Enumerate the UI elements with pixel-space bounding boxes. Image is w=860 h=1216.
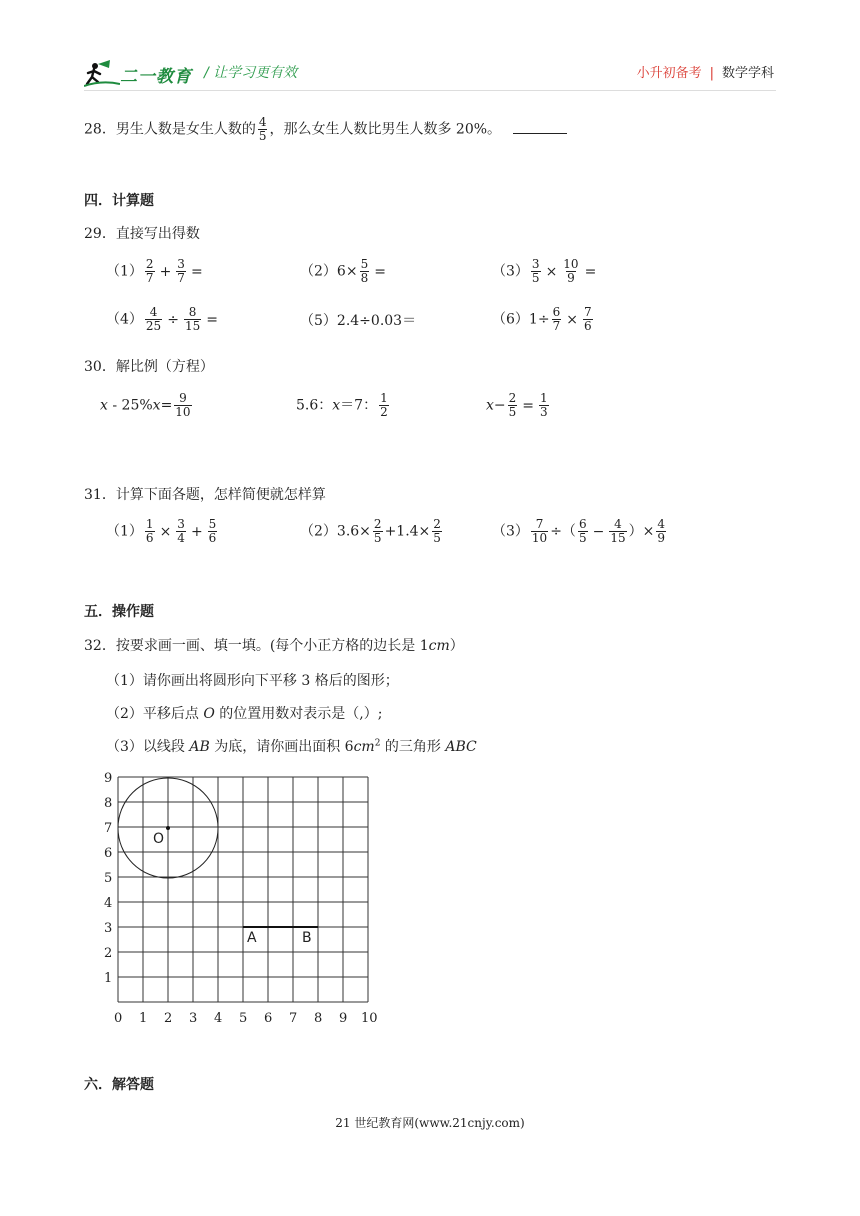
q30-title: 30．解比例（方程） — [84, 359, 214, 375]
coordinate-grid[interactable] — [96, 742, 386, 1032]
x-tick-label: 8 — [314, 1011, 323, 1026]
section-6-title: 六．解答题 — [84, 1077, 154, 1093]
q31-title: 31．计算下面各题，怎样简便就怎样算 — [84, 487, 326, 503]
q32-step-1: （1）请你画出将圆形向下平移 3 格后的图形； — [106, 673, 399, 689]
q29-item-3: （3） $\frac{3}{5}$ × $\frac{10}{9}$ = — [492, 257, 597, 285]
x-tick-label: 2 — [164, 1011, 173, 1026]
y-axis-ticks — [104, 771, 112, 986]
q32-step-2: （2）平移后点 O 的位置用数对表示是（,）; — [106, 706, 383, 722]
question-28 — [84, 116, 567, 143]
grid-lines — [118, 777, 368, 1002]
y-tick-label: 6 — [104, 846, 113, 861]
q32-title: 32．按要求画一画、填一填。(每个小正方格的边长是 1cm） — [84, 638, 464, 654]
header-right — [637, 62, 774, 81]
q31-item-1: （1） $\frac{1}{6}$ × $\frac{3}{4}$ + $\frac{5}{6}$ — [106, 517, 217, 545]
point-a-label: A — [247, 930, 257, 946]
section-4-title: 四．计算题 — [84, 193, 154, 209]
x-axis-ticks — [114, 1011, 378, 1026]
q29-item-4: （4） $\frac{4}{25}$ ÷ $\frac{8}{15}$ = — [106, 305, 218, 333]
q29-title: 29．直接写出得数 — [84, 226, 200, 242]
x-tick-label: 6 — [264, 1011, 273, 1026]
y-tick-label: 4 — [104, 896, 113, 911]
x-tick-label: 1 — [139, 1011, 148, 1026]
section-5-title: 五．操作题 — [84, 604, 154, 620]
center-label-o: O — [153, 831, 165, 847]
y-tick-label: 2 — [104, 946, 113, 961]
q30-equation-3: x− $\frac{2}{5}$ = $\frac{1}{3}$ — [486, 391, 548, 419]
q28-answer-blank[interactable] — [513, 119, 567, 134]
x-tick-label: 0 — [114, 1011, 123, 1026]
q32-step-3: （3）以线段 AB 为底，请你画出面积 $6cm^2$ 的三角形 ABC — [106, 738, 477, 755]
header-rule — [84, 90, 776, 91]
point-b-label: B — [302, 930, 312, 946]
header-exam-label: 小升初备考 — [636, 66, 702, 81]
y-tick-label: 7 — [104, 821, 113, 836]
x-tick-label: 7 — [289, 1011, 298, 1026]
y-tick-label: 8 — [104, 796, 113, 811]
q31-item-2: （2）3.6× $\frac{2}{5}$ +1.4× $\frac{2}{5}$ — [300, 517, 441, 545]
header-separator: | — [709, 66, 714, 81]
y-tick-label: 3 — [104, 921, 113, 936]
center-point-o — [166, 826, 170, 830]
y-tick-label: 1 — [104, 971, 113, 986]
page-footer: 21 世纪教育网(www.21cnjy.com) — [335, 1116, 525, 1130]
q30-equation-1: x - 25%x= $\frac{9}{10}$ — [100, 391, 191, 419]
q28-number: 28． — [84, 121, 116, 138]
q28-text-b: ，那么女生人数比男生人数多 20%。 — [269, 121, 502, 138]
logo-text: 二一教育 — [120, 67, 192, 87]
header-slogan: / 让学习更有效 — [204, 65, 298, 81]
header-subject: 数学学科 — [721, 66, 774, 81]
q29-item-1: （1） $\frac{2}{7}$ + $\frac{3}{7}$ = — [106, 257, 203, 285]
q29-item-2: （2）6× $\frac{5}{8}$ = — [300, 257, 386, 285]
q31-item-3: （3） $\frac{7}{10}$ ÷（ $\frac{6}{5}$ − $\frac{4}{15}$ ）× $\frac{4}{9}$ — [492, 517, 665, 545]
x-tick-label: 10 — [361, 1011, 378, 1026]
q29-item-5: （5）2.4÷0.03＝ — [300, 313, 417, 329]
q30-equation-2: 5.6：x＝7： $\frac{1}{2}$ — [296, 391, 388, 419]
y-tick-label: 5 — [104, 871, 113, 886]
x-tick-label: 3 — [189, 1011, 198, 1026]
x-tick-label: 4 — [214, 1011, 223, 1026]
x-tick-label: 9 — [339, 1011, 348, 1026]
y-tick-label: 9 — [104, 771, 113, 786]
q28-text-a: 男生人数是女生人数的 — [115, 121, 256, 138]
q28-fraction: $\frac{4}{5}$ — [258, 115, 267, 143]
logo-runner-icon — [84, 58, 120, 88]
q29-item-6: （6）1÷ $\frac{6}{7}$ × $\frac{7}{6}$ — [492, 305, 592, 333]
x-tick-label: 5 — [239, 1011, 248, 1026]
